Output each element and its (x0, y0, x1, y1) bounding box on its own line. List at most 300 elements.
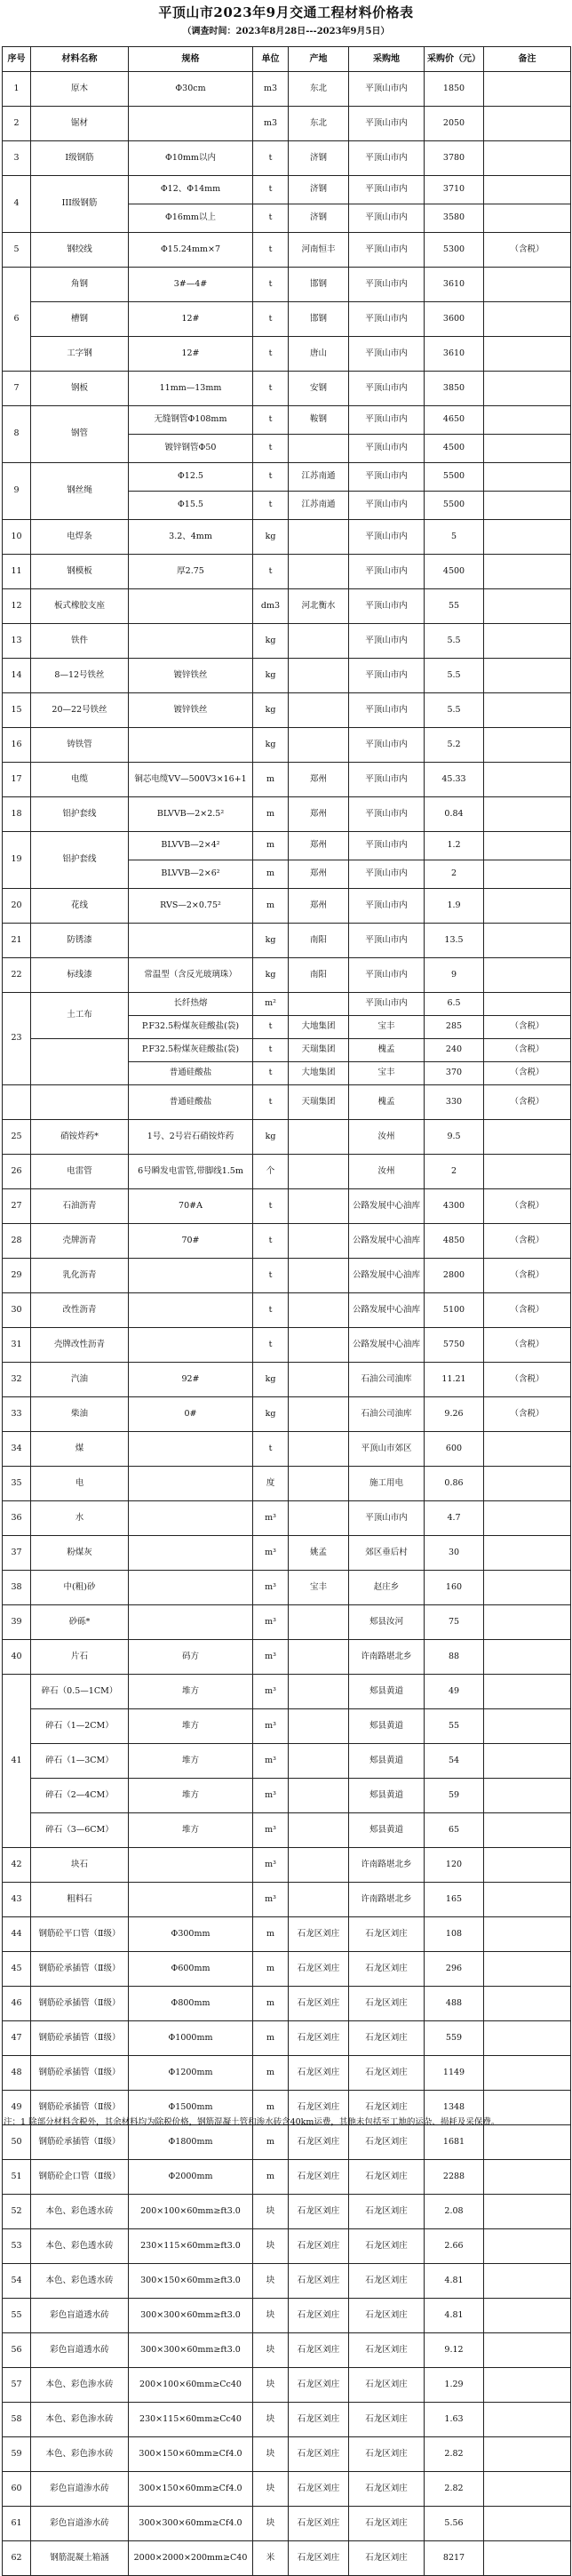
cell-origin: 石龙区刘庄 (289, 2091, 349, 2125)
cell-price: 285 (425, 1016, 484, 1039)
cell-name: 石油沥青 (31, 1189, 129, 1224)
cell-price: 330 (425, 1085, 484, 1120)
table-row (3, 2541, 571, 2576)
table-row (3, 372, 571, 406)
cell-no (3, 1085, 31, 1120)
cell-price: 488 (425, 1987, 484, 2021)
cell-name: 电雷管 (31, 1155, 129, 1189)
table-row (3, 589, 571, 624)
cell-name: 片石 (31, 1640, 129, 1675)
table-row (3, 1605, 571, 1640)
cell-remark (484, 1536, 571, 1571)
cell-remark (484, 337, 571, 372)
cell-price: 3850 (425, 372, 484, 406)
cell-origin: 石龙区刘庄 (289, 2160, 349, 2195)
cell-place: 平顶山市内 (349, 268, 425, 302)
cell-place: 石油公司油库 (349, 1397, 425, 1432)
cell-spec: Φ2000mm (129, 2160, 253, 2195)
cell-remark (484, 72, 571, 107)
cell-remark (484, 693, 571, 728)
table-row (3, 302, 571, 337)
cell-remark (484, 1675, 571, 1709)
cell-price: 9 (425, 958, 484, 993)
table-row (3, 2437, 571, 2472)
cell-name: 硝铵炸药* (31, 1120, 129, 1155)
cell-spec: BLVVB—2×6² (129, 860, 253, 889)
cell-price: 5750 (425, 1328, 484, 1363)
cell-place: 平顶山市内 (349, 624, 425, 659)
cell-remark (484, 372, 571, 406)
cell-unit: t (253, 492, 289, 520)
cell-price: 5.56 (425, 2507, 484, 2541)
cell-spec: Φ12、Φ14mm (129, 176, 253, 204)
header-remark: 备注 (484, 47, 571, 72)
table-row (3, 463, 571, 492)
cell-unit: t (253, 1328, 289, 1363)
cell-place: 石龙区刘庄 (349, 2507, 425, 2541)
cell-spec: Φ16mm以上 (129, 204, 253, 233)
cell-remark (484, 1571, 571, 1605)
cell-no: 51 (3, 2160, 31, 2195)
table-row (3, 406, 571, 435)
cell-price: 2.66 (425, 2229, 484, 2264)
cell-no: 23 (3, 993, 31, 1085)
cell-name: 土工布 (31, 993, 129, 1039)
cell-place: 平顶山市内 (349, 176, 425, 204)
cell-unit: 块 (253, 2333, 289, 2368)
cell-spec: 普通硅酸盐 (129, 1085, 253, 1120)
cell-place: 石龙区刘庄 (349, 1987, 425, 2021)
cell-name: Ⅰ级钢筋 (31, 141, 129, 176)
cell-no: 25 (3, 1120, 31, 1155)
cell-place: 平顶山市内 (349, 520, 425, 555)
cell-unit: m (253, 2160, 289, 2195)
cell-no: 29 (3, 1259, 31, 1293)
cell-unit: dm3 (253, 589, 289, 624)
cell-spec (129, 728, 253, 763)
cell-name: 钢筋砼企口管（Ⅱ级） (31, 2160, 129, 2195)
cell-no: 16 (3, 728, 31, 763)
cell-price: 108 (425, 1917, 484, 1952)
cell-name: 铁件 (31, 624, 129, 659)
cell-remark (484, 2125, 571, 2160)
cell-spec: 3#—4# (129, 268, 253, 302)
cell-unit: kg (253, 624, 289, 659)
cell-name: 彩色盲道透水砖 (31, 2299, 129, 2333)
cell-spec: P.F32.5粉煤灰硅酸盐(袋) (129, 1039, 253, 1062)
cell-no: 40 (3, 1640, 31, 1675)
table-row (3, 693, 571, 728)
cell-remark (484, 1467, 571, 1501)
cell-place: 槐孟 (349, 1085, 425, 1120)
cell-remark (484, 2333, 571, 2368)
cell-name: III级钢筋 (31, 176, 129, 233)
table-row (3, 1363, 571, 1397)
cell-price: 49 (425, 1675, 484, 1709)
cell-remark (484, 1605, 571, 1640)
cell-place: 平顶山市内 (349, 372, 425, 406)
cell-unit: 块 (253, 2264, 289, 2299)
cell-price: 45.33 (425, 763, 484, 797)
cell-no: 22 (3, 958, 31, 993)
cell-price: 6.5 (425, 993, 484, 1016)
cell-remark (484, 1987, 571, 2021)
cell-spec: 230×115×60mm≥ft3.0 (129, 2229, 253, 2264)
cell-origin (289, 1501, 349, 1536)
cell-remark (484, 993, 571, 1016)
cell-spec: 200×100×60mm≥ft3.0 (129, 2195, 253, 2229)
cell-place: 石龙区刘庄 (349, 2264, 425, 2299)
cell-remark (484, 797, 571, 832)
cell-remark (484, 2472, 571, 2507)
cell-place: 石龙区刘庄 (349, 2437, 425, 2472)
cell-origin: 石龙区刘庄 (289, 1952, 349, 1987)
table-row (3, 889, 571, 924)
cell-origin (289, 1675, 349, 1709)
cell-no: 44 (3, 1917, 31, 1952)
cell-origin: 郑州 (289, 889, 349, 924)
cell-place: 郏县黄道 (349, 1779, 425, 1813)
cell-spec: 300×150×60mm≥Cf4.0 (129, 2437, 253, 2472)
cell-spec: RVS—2×0.75² (129, 889, 253, 924)
cell-no: 54 (3, 2264, 31, 2299)
cell-origin (289, 1328, 349, 1363)
table-row (3, 1640, 571, 1675)
cell-price: 2.08 (425, 2195, 484, 2229)
cell-unit: m³ (253, 1848, 289, 1883)
cell-place: 公路发展中心油库 (349, 1259, 425, 1293)
cell-remark (484, 555, 571, 589)
cell-price: 11.21 (425, 1363, 484, 1397)
cell-origin (289, 1432, 349, 1467)
cell-place: 公路发展中心油库 (349, 1328, 425, 1363)
table-row (3, 1571, 571, 1605)
cell-unit: m (253, 889, 289, 924)
cell-remark (484, 435, 571, 463)
cell-spec (129, 1467, 253, 1501)
cell-name: 本色、彩色透水砖 (31, 2195, 129, 2229)
cell-unit: kg (253, 728, 289, 763)
cell-unit: 块 (253, 2368, 289, 2403)
table-row (3, 1432, 571, 1467)
cell-place: 石龙区刘庄 (349, 2056, 425, 2091)
cell-place: 赵庄乡 (349, 1571, 425, 1605)
cell-unit: m³ (253, 1571, 289, 1605)
cell-no: 48 (3, 2056, 31, 2091)
cell-place: 平顶山市内 (349, 860, 425, 889)
cell-no: 31 (3, 1328, 31, 1363)
cell-origin: 郑州 (289, 763, 349, 797)
cell-remark (484, 1848, 571, 1883)
cell-no: 39 (3, 1605, 31, 1640)
cell-place: 许南路堪北乡 (349, 1640, 425, 1675)
cell-price: 65 (425, 1813, 484, 1848)
cell-remark (484, 2541, 571, 2576)
cell-price: 0.86 (425, 1467, 484, 1501)
cell-place: 公路发展中心油库 (349, 1224, 425, 1259)
cell-origin: 安钢 (289, 372, 349, 406)
survey-period: （调查时间：2023年8月28日---2023年9月5日） (182, 27, 390, 36)
cell-remark: （含税） (484, 1259, 571, 1293)
cell-spec (129, 624, 253, 659)
cell-spec: 常温型（含反光玻璃珠） (129, 958, 253, 993)
cell-origin: 郑州 (289, 797, 349, 832)
cell-remark (484, 728, 571, 763)
cell-no: 27 (3, 1189, 31, 1224)
cell-price: 1348 (425, 2091, 484, 2125)
cell-origin: 石龙区刘庄 (289, 2368, 349, 2403)
cell-no: 34 (3, 1432, 31, 1467)
cell-origin: 大地集团 (289, 1016, 349, 1039)
cell-name: 标线漆 (31, 958, 129, 993)
cell-no: 46 (3, 1987, 31, 2021)
cell-no: 49 (3, 2091, 31, 2125)
cell-origin: 石龙区刘庄 (289, 2437, 349, 2472)
cell-spec (129, 1328, 253, 1363)
table-row (3, 924, 571, 958)
cell-unit: m³ (253, 1779, 289, 1813)
cell-remark (484, 832, 571, 860)
cell-remark: （含税） (484, 1224, 571, 1259)
cell-spec: 镀锌铁丝 (129, 659, 253, 693)
cell-place: 石龙区刘庄 (349, 2125, 425, 2160)
cell-unit: m (253, 763, 289, 797)
cell-remark (484, 492, 571, 520)
cell-place: 石龙区刘庄 (349, 2229, 425, 2264)
cell-no: 33 (3, 1397, 31, 1432)
cell-price: 2050 (425, 107, 484, 141)
cell-remark (484, 1120, 571, 1155)
cell-unit: m³ (253, 1605, 289, 1640)
cell-price: 160 (425, 1571, 484, 1605)
cell-price: 4.81 (425, 2264, 484, 2299)
table-row (3, 1883, 571, 1917)
cell-remark (484, 2264, 571, 2299)
cell-remark: （含税） (484, 1363, 571, 1397)
cell-origin: 天瑞集团 (289, 1039, 349, 1062)
cell-unit: m (253, 2125, 289, 2160)
cell-price: 3710 (425, 176, 484, 204)
cell-no: 55 (3, 2299, 31, 2333)
cell-name (31, 1039, 129, 1085)
cell-no: 45 (3, 1952, 31, 1987)
cell-unit: m (253, 2021, 289, 2056)
cell-origin: 河北衡水 (289, 589, 349, 624)
table-row (3, 2229, 571, 2264)
cell-origin (289, 1224, 349, 1259)
cell-name: 彩色盲道透水砖 (31, 2333, 129, 2368)
cell-no: 56 (3, 2333, 31, 2368)
cell-place: 石龙区刘庄 (349, 2160, 425, 2195)
cell-no: 52 (3, 2195, 31, 2229)
cell-spec: 堆方 (129, 1709, 253, 1744)
cell-place: 郊区垂后村 (349, 1536, 425, 1571)
cell-remark: （含税） (484, 1062, 571, 1085)
table-row (3, 1917, 571, 1952)
cell-name: 钢绞线 (31, 233, 129, 268)
cell-place: 平顶山市内 (349, 797, 425, 832)
cell-remark (484, 763, 571, 797)
cell-spec: 厚2.75 (129, 555, 253, 589)
cell-price: 4850 (425, 1224, 484, 1259)
cell-spec (129, 1293, 253, 1328)
table-row (3, 832, 571, 860)
cell-unit: 块 (253, 2403, 289, 2437)
cell-name: 壳牌改性沥青 (31, 1328, 129, 1363)
cell-spec: P.F32.5粉煤灰硅酸盐(袋) (129, 1016, 253, 1039)
table-row (3, 2299, 571, 2333)
cell-no: 26 (3, 1155, 31, 1189)
cell-unit: m³ (253, 1675, 289, 1709)
cell-unit: t (253, 1224, 289, 1259)
cell-origin (289, 1363, 349, 1397)
cell-no: 12 (3, 589, 31, 624)
cell-unit: t (253, 1085, 289, 1120)
cell-origin: 石龙区刘庄 (289, 1987, 349, 2021)
cell-name: 钢板 (31, 372, 129, 406)
cell-origin: 江苏南通 (289, 463, 349, 492)
cell-remark: （含税） (484, 233, 571, 268)
cell-no: 13 (3, 624, 31, 659)
cell-place: 平顶山市内 (349, 435, 425, 463)
cell-spec: Φ800mm (129, 1987, 253, 2021)
cell-origin (289, 1293, 349, 1328)
cell-name: 原木 (31, 72, 129, 107)
cell-price: 13.5 (425, 924, 484, 958)
cell-place: 汝州 (349, 1120, 425, 1155)
cell-name: 20—22号铁丝 (31, 693, 129, 728)
cell-price: 2 (425, 1155, 484, 1189)
cell-spec (129, 1848, 253, 1883)
cell-place: 石龙区刘庄 (349, 2368, 425, 2403)
cell-no: 20 (3, 889, 31, 924)
cell-spec: Φ1000mm (129, 2021, 253, 2056)
cell-place: 平顶山市内 (349, 233, 425, 268)
cell-spec: Φ15.5 (129, 492, 253, 520)
cell-unit: kg (253, 1397, 289, 1432)
cell-unit: t (253, 302, 289, 337)
cell-place: 施工用电 (349, 1467, 425, 1501)
cell-remark: （含税） (484, 1397, 571, 1432)
cell-origin: 石龙区刘庄 (289, 1917, 349, 1952)
cell-unit: m3 (253, 72, 289, 107)
cell-origin: 南阳 (289, 924, 349, 958)
cell-name: 钢筋砼承插管（Ⅱ级） (31, 2021, 129, 2056)
cell-spec: 长纤热熔 (129, 993, 253, 1016)
cell-place: 石龙区刘庄 (349, 1917, 425, 1952)
cell-origin (289, 1813, 349, 1848)
cell-unit: 块 (253, 2507, 289, 2541)
cell-place: 宝丰 (349, 1016, 425, 1039)
cell-place: 平顶山市内 (349, 337, 425, 372)
cell-origin: 邯钢 (289, 302, 349, 337)
cell-place: 石龙区刘庄 (349, 2541, 425, 2576)
cell-place: 郏县黄道 (349, 1813, 425, 1848)
cell-remark (484, 1952, 571, 1987)
cell-no: 43 (3, 1883, 31, 1917)
cell-no: 18 (3, 797, 31, 832)
cell-place: 郏县黄道 (349, 1675, 425, 1709)
cell-unit: kg (253, 693, 289, 728)
cell-unit: m (253, 2091, 289, 2125)
cell-remark (484, 2299, 571, 2333)
table-row (3, 520, 571, 555)
cell-remark (484, 2195, 571, 2229)
cell-remark (484, 1883, 571, 1917)
cell-place: 许南路堪北乡 (349, 1848, 425, 1883)
cell-remark (484, 2160, 571, 2195)
cell-remark (484, 860, 571, 889)
cell-spec: Φ10mm以内 (129, 141, 253, 176)
cell-remark: （含税） (484, 1189, 571, 1224)
cell-no: 19 (3, 832, 31, 889)
cell-spec: 300×300×60mm≥Cf4.0 (129, 2507, 253, 2541)
cell-origin: 邯钢 (289, 268, 349, 302)
cell-name: 本色、彩色透水砖 (31, 2229, 129, 2264)
cell-remark: （含税） (484, 1085, 571, 1120)
header-unit: 单位 (253, 47, 289, 72)
cell-origin: 河南恒丰 (289, 233, 349, 268)
cell-name: 煤 (31, 1432, 129, 1467)
cell-place: 平顶山市内 (349, 406, 425, 435)
table-row (3, 2264, 571, 2299)
cell-origin (289, 1120, 349, 1155)
cell-spec: 堆方 (129, 1744, 253, 1779)
cell-spec: 200×100×60mm≥Cc40 (129, 2368, 253, 2403)
cell-origin (289, 728, 349, 763)
cell-spec: 堆方 (129, 1779, 253, 1813)
cell-origin (289, 555, 349, 589)
cell-unit: kg (253, 1120, 289, 1155)
cell-remark (484, 302, 571, 337)
cell-price: 3780 (425, 141, 484, 176)
table-row (3, 2472, 571, 2507)
cell-origin: 唐山 (289, 337, 349, 372)
table-row (3, 1536, 571, 1571)
cell-price: 3610 (425, 337, 484, 372)
cell-name: 钢筋砼平口管（Ⅱ级） (31, 1917, 129, 1952)
cell-place: 平顶山市内 (349, 728, 425, 763)
cell-origin: 石龙区刘庄 (289, 2472, 349, 2507)
table-row (3, 2368, 571, 2403)
cell-no: 61 (3, 2507, 31, 2541)
cell-price: 75 (425, 1605, 484, 1640)
cell-no: 57 (3, 2368, 31, 2403)
cell-unit: m³ (253, 1744, 289, 1779)
cell-origin (289, 1744, 349, 1779)
cell-remark (484, 1917, 571, 1952)
cell-price: 3600 (425, 302, 484, 337)
cell-spec: 铜芯电缆VV—500V3×16+1 (129, 763, 253, 797)
cell-name: 碎石（3—6CM） (31, 1813, 129, 1848)
cell-price: 4500 (425, 435, 484, 463)
cell-unit: t (253, 204, 289, 233)
cell-no: 8 (3, 406, 31, 463)
table-row (3, 958, 571, 993)
cell-spec: Φ600mm (129, 1952, 253, 1987)
cell-place: 公路发展中心油库 (349, 1293, 425, 1328)
cell-name: 碎石（0.5—1CM） (31, 1675, 129, 1709)
cell-place: 石龙区刘庄 (349, 2021, 425, 2056)
cell-price: 2288 (425, 2160, 484, 2195)
cell-unit: t (253, 435, 289, 463)
cell-remark: （含税） (484, 1293, 571, 1328)
cell-name: 块石 (31, 1848, 129, 1883)
cell-price: 5500 (425, 463, 484, 492)
table-row (3, 2333, 571, 2368)
cell-origin: 郑州 (289, 832, 349, 860)
cell-remark (484, 520, 571, 555)
